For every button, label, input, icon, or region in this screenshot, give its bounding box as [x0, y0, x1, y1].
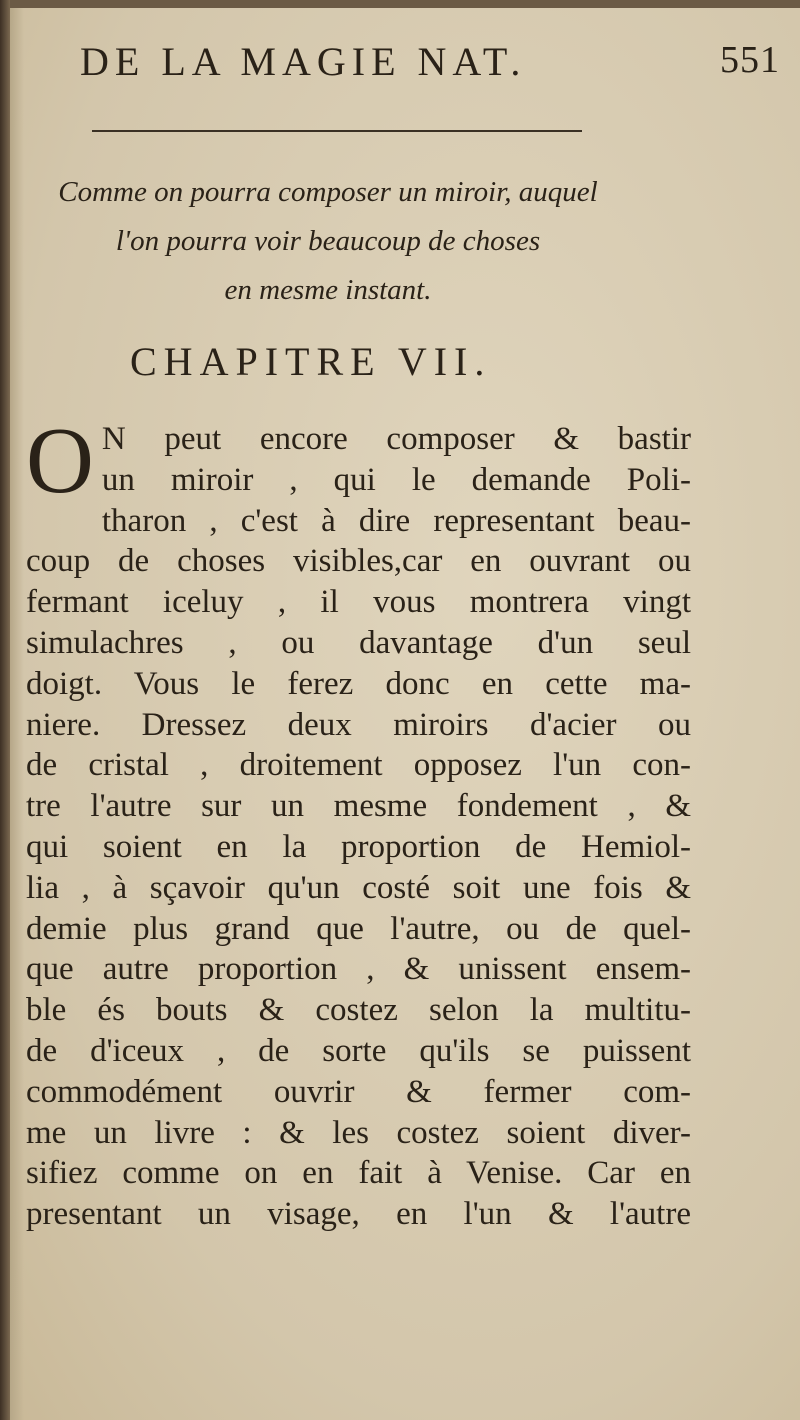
- text-line: N peut encore composer & bastir: [101, 421, 691, 457]
- body-text: [26, 409, 691, 1235]
- text-line: de cristal , droitement opposez l'un con-: [26, 747, 691, 784]
- text-line: tharon , c'est à dire representant beau-: [101, 502, 691, 539]
- text-line: me un livre : & les costez soient diver-: [26, 1114, 691, 1151]
- text-line: sifiez comme on en fait à Venise. Car en: [26, 1155, 691, 1192]
- text-line: presentant un visage, en l'un & l'autre: [26, 1196, 691, 1233]
- heading-line: l'on pourra voir beaucoup de choses: [115, 225, 541, 257]
- text-line: de d'iceux , de sorte qu'ils se puissent: [26, 1032, 691, 1069]
- heading-line: en mesme instant.: [224, 274, 432, 306]
- header-rule: [92, 130, 582, 132]
- text-line: lia , à sçavoir qu'un costé soit une fois &: [26, 869, 691, 906]
- drop-cap: O: [26, 409, 94, 513]
- text-line: tre l'autre sur un mesme fondement , &: [26, 788, 691, 825]
- book-page: [10, 8, 800, 1420]
- text-line: coup de choses visibles,car en ouvrant ou: [26, 543, 691, 580]
- text-line: fermant iceluy , il vous montrera vingt: [26, 584, 691, 621]
- running-head: [80, 38, 780, 98]
- heading-line: Comme on pourra composer un miroir, auquel: [58, 176, 598, 208]
- text-line: qui soient en la proportion de Hemiol-: [26, 828, 691, 865]
- chapter-summary-heading: [28, 168, 628, 315]
- text-line: simulachres , ou davantage d'un seul: [26, 624, 691, 661]
- text-line: un miroir , qui le demande Poli-: [101, 461, 691, 498]
- text-line: que autre proportion , & unissent ensem-: [26, 951, 691, 988]
- text-line: demie plus grand que l'autre, ou de quel-: [26, 910, 691, 947]
- running-head-title: DE LA MAGIE NAT.: [80, 39, 527, 84]
- text-line: niere. Dressez deux miroirs d'acier ou: [26, 706, 691, 743]
- chapter-title: CHAPITRE VII.: [130, 339, 492, 384]
- page-number: 551: [720, 39, 780, 81]
- book-binding: [0, 0, 10, 1420]
- text-line: doigt. Vous le ferez donc en cette ma-: [26, 665, 691, 702]
- text-line: commodément ouvrir & fermer com-: [26, 1073, 691, 1110]
- page-gutter: [10, 8, 24, 1420]
- text-line: ble és bouts & costez selon la multitu-: [26, 992, 691, 1029]
